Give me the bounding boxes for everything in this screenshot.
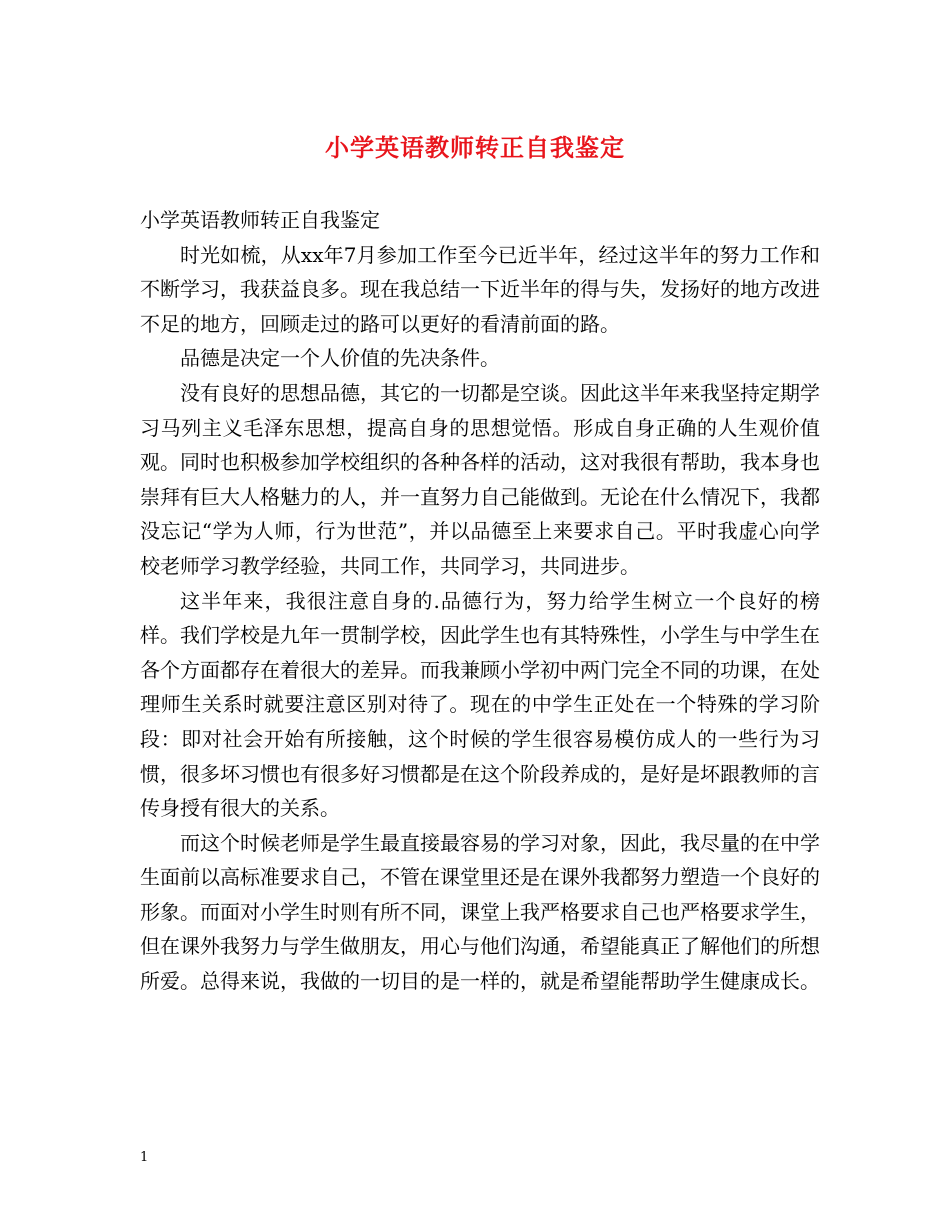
body-paragraph: 而这个时候老师是学生最直接最容易的学习对象，因此，我尽量的在中学生面前以高标准要求自己，不管在课堂里还是在课外我都努力塑造一个良好的形象。而面对小学生时则有所不同，课堂上我严格要求自己也严格要求学生，但在课外我努力与学生做朋友，用心与他们沟通，希望能真正了解他们的所想所爱。总得来说，我做的一切目的是一样的，就是希望能帮助学生健康成长。	[140, 830, 820, 994]
page-number: 1	[140, 1150, 149, 1165]
body-paragraph: 时光如梳，从xx年7月参加工作至今已近半年，经过这半年的努力工作和不断学习，我获益良多。现在我总结一下近半年的得与失，发扬好的地方改进不足的地方，回顾走过的路可以更好的看清前面的路。	[140, 242, 820, 336]
document-body	[140, 203, 820, 999]
body-paragraph: 没有良好的思想品德，其它的一切都是空谈。因此这半年来我坚持定期学习马列主义毛泽东思想，提高自身的思想觉悟。形成自身正确的人生观价值观。同时也积极参加学校组织的各种各样的活动，这对我很有帮助，我本身也崇拜有巨大人格魅力的人，并一直努力自己能做到。无论在什么情况下，我都没忘记“学为人师，行为世范”，并以品德至上来要求自己。平时我虚心向学校老师学习教学经验，共同工作，共同学习，共同进步。	[140, 380, 820, 578]
subtitle-paragraph: 小学英语教师转正自我鉴定	[140, 208, 380, 232]
body-paragraph: 品德是决定一个人价值的先决条件。	[180, 346, 500, 371]
document-title: 小学英语教师转正自我鉴定	[325, 133, 625, 162]
body-paragraph: 这半年来，我很注意自身的.品德行为，努力给学生树立一个良好的榜样。我们学校是九年一贯制学校，因此学生也有其特殊性，小学生与中学生在各个方面都存在着很大的差异。而我兼顾小学初中两门完全不同的功课，在处理师生关系时就要注意区别对待了。现在的中学生正处在一个特殊的学习阶段：即对社会开始有所接触，这个时候的学生很容易模仿成人的一些行为习惯，很多坏习惯也有很多好习惯都是在这个阶段养成的，是好是坏跟教师的言传身授有很大的关系。	[140, 588, 820, 821]
